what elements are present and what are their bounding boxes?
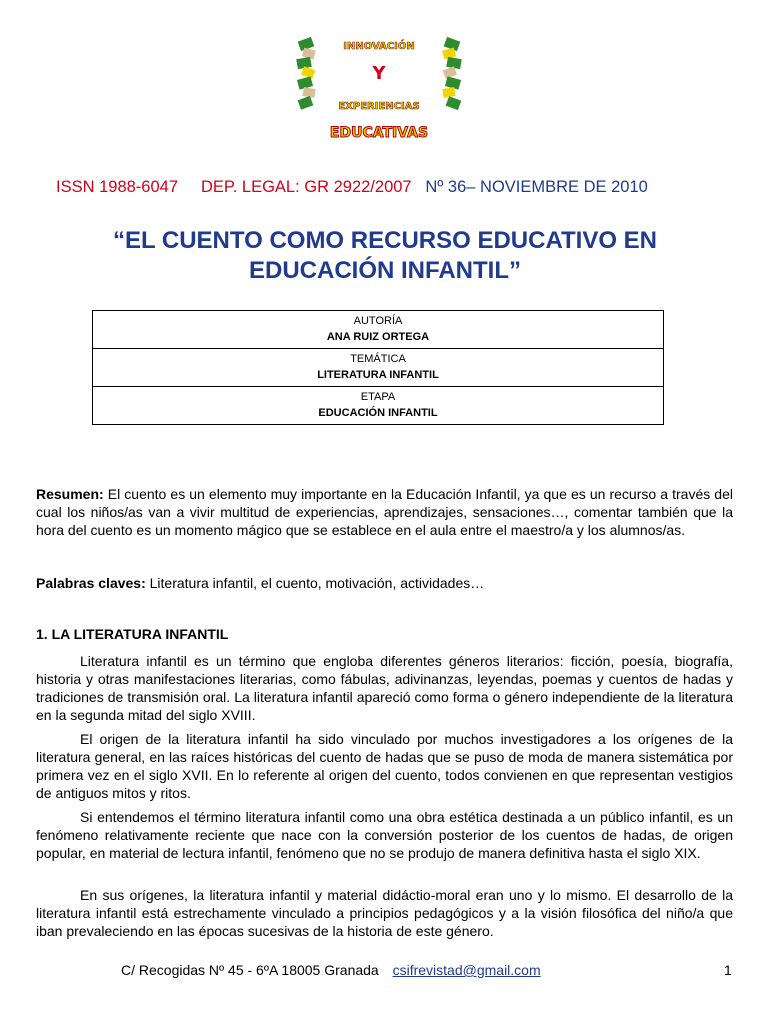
page-footer	[121, 962, 541, 978]
autoria-value: ANA RUIZ ORTEGA	[326, 331, 430, 343]
title-line-2: EDUCACIÓN INFANTIL”	[249, 257, 521, 284]
section-heading: 1. LA LITERATURA INFANTIL	[36, 626, 229, 642]
tematica-label: TEMÁTICA	[350, 353, 406, 365]
logo-line3: EXPERIENCIAS	[338, 101, 420, 112]
logo-line1: INNOVACIÓN	[343, 41, 415, 52]
footer-email-link[interactable]: csifrevistad@gmail.com	[392, 962, 541, 978]
page-number: 1	[724, 962, 732, 978]
dep-legal: DEP. LEGAL: GR 2922/2007	[200, 178, 412, 196]
article-meta-table	[92, 310, 664, 425]
numero-date: 36– NOVIEMBRE DE 2010	[443, 178, 648, 196]
title-line-1: “EL CUENTO COMO RECURSO EDUCATIVO EN	[112, 227, 658, 254]
issn-line	[56, 178, 736, 197]
section-paragraph-3: Si entendemos el término literatura infantil como una obra estética destinada a un público infantil, es un fenómeno relativamente reciente que nace con la conversión posterior de los cuentos de hadas, de origen popular, en material de lectura infantil, fenómeno que no se produjo de manera definitiva hasta el siglo XIX.	[36, 809, 733, 861]
section-paragraph-2: El origen de la literatura infantil ha sido vinculado por muchos investigadores a los orígenes de la literatura general, en las raíces históricas del cuento de hadas que se puso de moda de manera sistemática por primera vez en el siglo XVII. En lo referente al origen del cuento, todos convienen en que representan vestigios de antiguos mitos y ritos.	[36, 731, 733, 801]
meta-row-autoria	[93, 311, 664, 349]
logo-line4: EDUCATIVAS	[329, 125, 429, 141]
numero-symbol: Nº	[425, 178, 444, 196]
meta-row-tematica	[93, 349, 664, 387]
journal-logo	[293, 33, 465, 143]
palabras-paragraph	[36, 574, 733, 592]
footer-address: C/ Recogidas Nº 45 - 6ºA 18005 Granada	[121, 962, 379, 978]
autoria-label: AUTORÍA	[353, 315, 403, 327]
etapa-label: ETAPA	[360, 391, 396, 403]
meta-cell-autoria	[93, 311, 664, 349]
palabras-text: Literatura infantil, el cuento, motivación, actividades…	[145, 575, 485, 591]
palabras-label: Palabras claves:	[36, 575, 146, 591]
section-paragraph-1: Literatura infantil es un término que engloba diferentes géneros literarios: ficción, poesía, biografía, historia y otras manifestaciones literarias, como fábulas, adivinanzas, leyendas, poemas y cuentos de hadas y tradiciones de transmisión oral. La literatura infantil apareció como forma o género independiente de la literatura en la segunda mitad del siglo XVIII.	[36, 653, 733, 723]
resumen-paragraph	[36, 485, 733, 539]
issn: ISSN 1988-6047	[56, 178, 179, 196]
logo-right-blocks-icon	[442, 37, 462, 110]
etapa-value: EDUCACIÓN INFANTIL	[318, 407, 438, 419]
meta-cell-etapa	[93, 387, 664, 425]
meta-row-etapa	[93, 387, 664, 425]
resumen-text: El cuento es un elemento muy importante en la Educación Infantil, ya que es un recurso a través del cual los niños/as van a vivir multitud de experiencias, aprendizajes, sensaciones…, comentar también que la hora del cuento es un momento mágico que se establece en el aula entre el maestro/a y los alumnos/as.	[36, 486, 733, 538]
logo-left-blocks-icon	[296, 37, 316, 110]
logo-line2: Y	[372, 63, 386, 84]
meta-cell-tematica	[93, 349, 664, 387]
section-paragraph-4: En sus orígenes, la literatura infantil y material didáctio-moral eran uno y lo mismo. El desarrollo de la literatura infantil está estrechamente vinculado a principios pedagógicos y a la visión filosófica del niño/a que iban prevaleciendo en las épocas sucesivas de la historia de este género.	[36, 887, 733, 939]
article-title	[60, 226, 710, 286]
resumen-label: Resumen:	[36, 486, 104, 502]
tematica-value: LITERATURA INFANTIL	[317, 369, 439, 381]
